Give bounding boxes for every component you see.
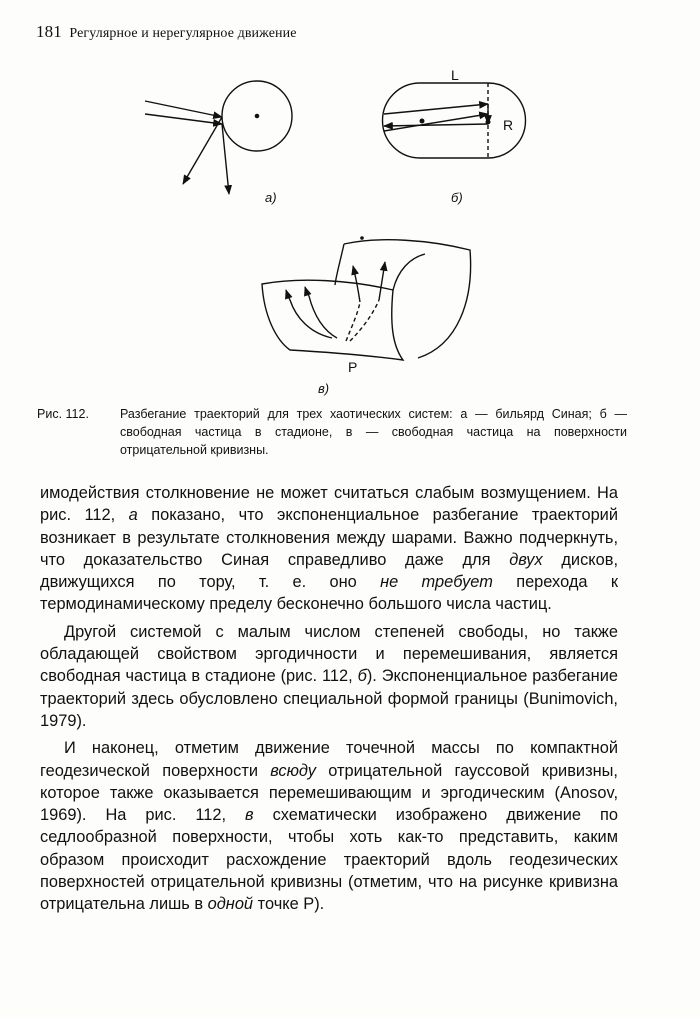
paragraph-2: Другой системой с малым числом степеней свободы, но также обладающей свойством эргодичности и перемешивания, является свободная частица в стадионе (рис. 112, б). Экспоненциальное разбегание траекторий здесь обусловлено специальной формой границы (Bunimovich, 1979). — [40, 622, 618, 730]
page-number: 181 — [36, 22, 62, 41]
body-text — [40, 482, 618, 916]
caption-text: Разбегание траекторий для трех хаотических систем: а — бильярд Синая; б — свободная частица в стадионе, в — свободная частица на поверхности отрицательной кривизны. — [120, 407, 627, 457]
figure-112 — [0, 0, 700, 400]
paragraph-1: имодействия столкновение не может считаться слабым возмущением. На рис. 112, а показано, что экспоненциальное разбегание траекторий возникает в результате столкновения между шарами. Важно подчеркнуть, что доказательство Синая справедливо даже для двух дисков, движущихся по тору, т. е. оно не требует перехода к термодинамическому пределу бесконечно большого числа частиц. — [40, 484, 618, 614]
panel-a-sinai-billiard — [145, 81, 292, 194]
letter-L: L — [451, 67, 459, 83]
letter-P: P — [348, 359, 358, 375]
label-c: в) — [318, 381, 330, 396]
label-b: б) — [451, 190, 463, 205]
running-title: Регулярное и нерегулярное движение — [69, 26, 297, 41]
letter-R: R — [503, 117, 514, 133]
front-sheet — [262, 280, 403, 360]
caption-label: Рис. 112. — [37, 407, 89, 421]
paragraph-3: И наконец, отметим движение точечной массы по компактной геодезической поверхности всюду отрицательной гауссовой кривизны, которое также оказывается перемешивающим и эргодическим (Anosov, 1969). На рис. 112, в схематически изображено движение по седлообразной поверхности, чтобы хоть как-то представить, каким образом происходит расхождение траекторий вдоль геодезических поверхностей отрицательной кривизны (отметим, что на рисунке кривизна отрицательна лишь в одной точке P). — [40, 739, 618, 914]
label-a: а) — [265, 190, 277, 205]
panel-c-saddle-surface — [262, 237, 471, 360]
back-sheet — [344, 240, 471, 358]
figure-caption — [37, 405, 627, 459]
